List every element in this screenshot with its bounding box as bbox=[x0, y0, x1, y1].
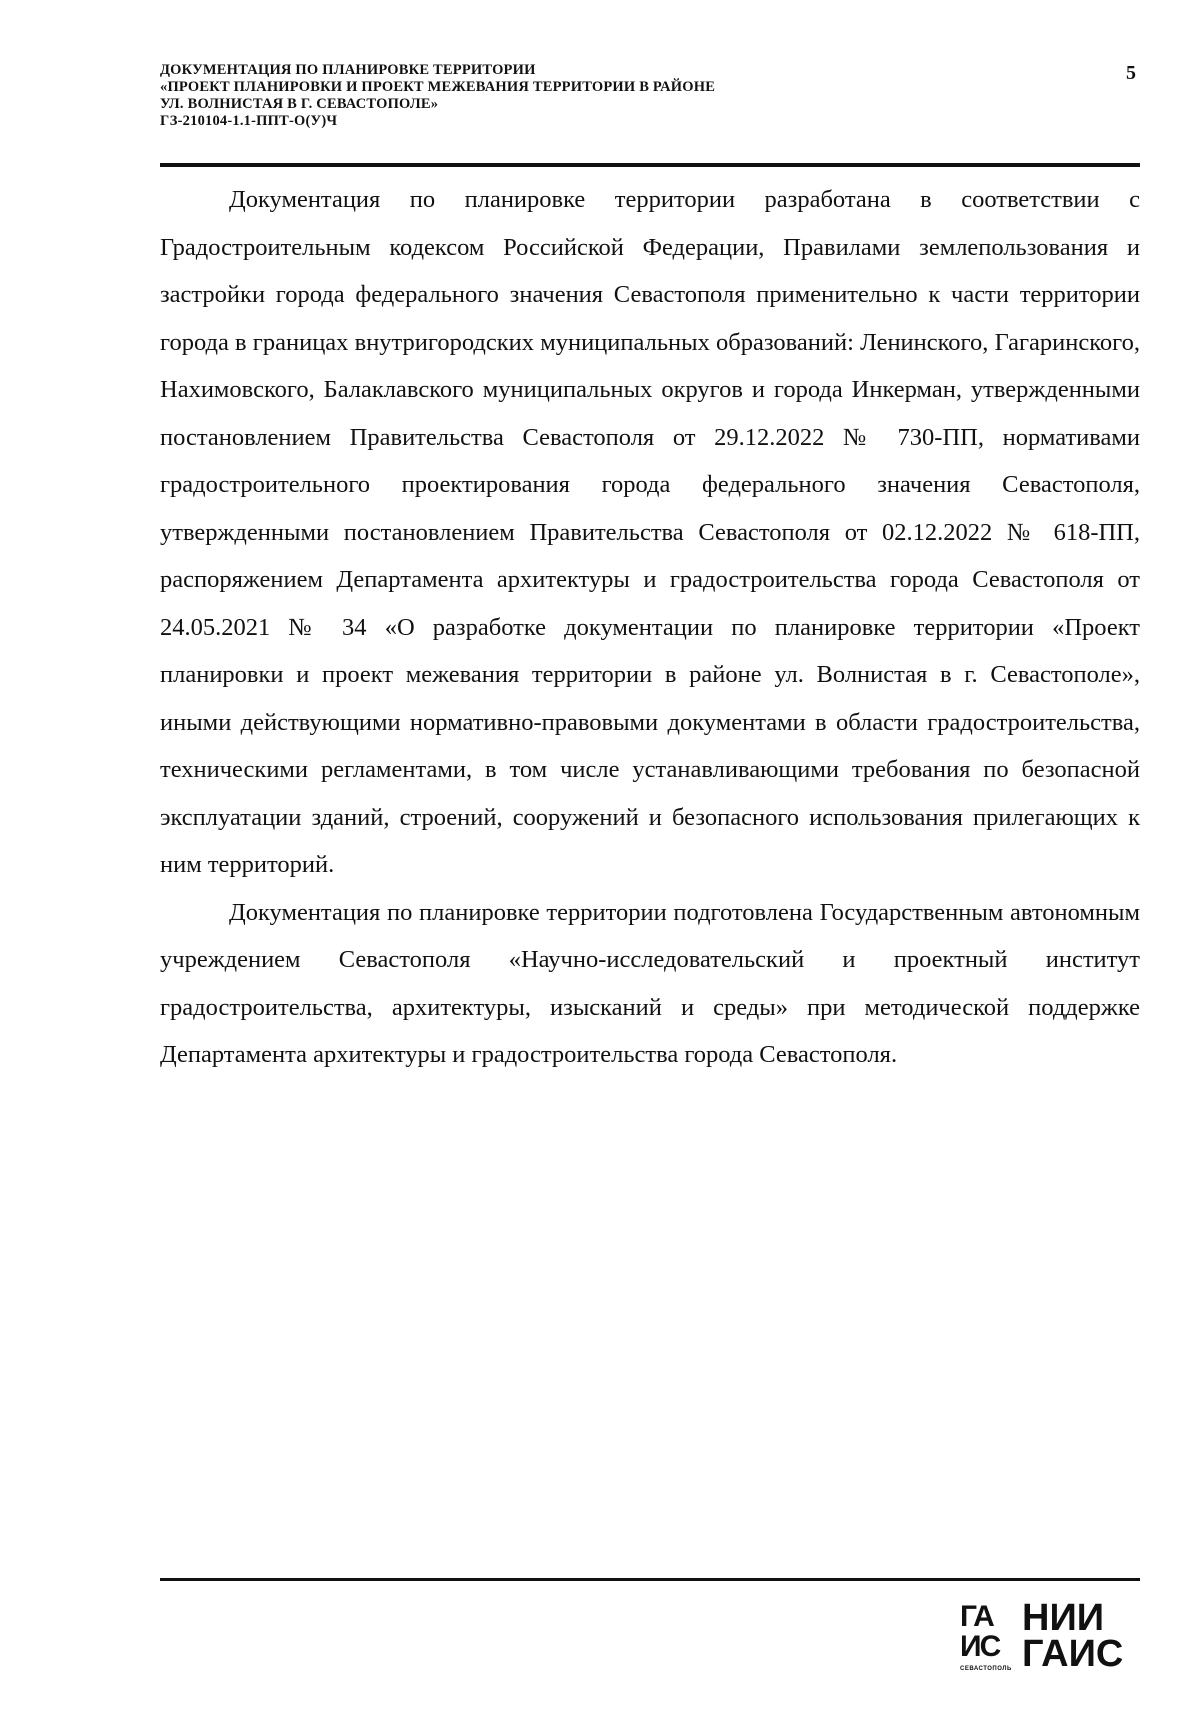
logo-mark-icon bbox=[960, 1600, 1016, 1674]
footer-divider bbox=[160, 1578, 1140, 1581]
paragraph-2: Документация по планировке территории подготовлена Государственным автономным учреждением Севастополя «Научно-исследовательский и проектный институт градостроительства, архитектуры, изысканий и среды» при методической поддержке Департамента архитектуры и градостроительства города Севастополя. bbox=[160, 898, 1140, 1068]
logo-name-bottom: ГАИС bbox=[1022, 1633, 1124, 1675]
logo-name-top: НИИ bbox=[1022, 1597, 1105, 1639]
header-line-1: ДОКУМЕНТАЦИЯ ПО ПЛАНИРОВКЕ ТЕРРИТОРИИ bbox=[160, 62, 536, 78]
header-divider bbox=[160, 163, 1140, 167]
header-line-3: УЛ. ВОЛНИСТАЯ В Г. СЕВАСТОПОЛЕ» bbox=[160, 96, 439, 112]
logo-mark-subtitle: СЕВАСТОПОЛЬ bbox=[960, 1666, 1012, 1672]
logo-mark-bottom: ИС bbox=[960, 1630, 1000, 1663]
nii-gais-logo bbox=[960, 1597, 1140, 1680]
page-number: 5 bbox=[1126, 62, 1136, 84]
paragraph-1: Документация по планировке территории разработана в соответствии с Градостроительным кодексом Российской Федерации, Правилами землепользования и застройки города федерального значения Севастополя применительно к части территории города в границах внутригородских муниципальных образований: Ленинского, Гагаринского, Нахимовского, Балаклавского муниципальных округов и города Инкерман, утвержденными постановлением Правительства Севастополя от 29.12.2022 № 730-ПП, нормативами градостроительного проектирования города федерального значения Севастополя, утвержденными постановлением Правительства Севастополя от 02.12.2022 № 618-ПП, распоряжением Департамента архитектуры и градостроительства города Севастополя от 24.05.2021 № 34 «О разработке документации по планировке территории «Проект планировки и проект межевания территории в районе ул. Волнистая в г. Севастополе», иными действующими нормативно-правовыми документами в области градостроительства, техническими регламентами, в том числе устанавливающими требования по безопасной эксплуатации зданий, строений, сооружений и безопасного использования прилегающих к ним территорий. bbox=[160, 186, 1140, 878]
document-header bbox=[160, 62, 860, 130]
logo-name bbox=[1022, 1597, 1124, 1675]
header-document-code: ГЗ-210104-1.1-ППТ-О(У)Ч bbox=[160, 113, 338, 129]
header-line-2: «ПРОЕКТ ПЛАНИРОВКИ И ПРОЕКТ МЕЖЕВАНИЯ ТЕРРИТОРИИ В РАЙОНЕ bbox=[160, 79, 716, 95]
document-body bbox=[160, 176, 1140, 1079]
logo-mark-top: ГА bbox=[960, 1600, 993, 1633]
